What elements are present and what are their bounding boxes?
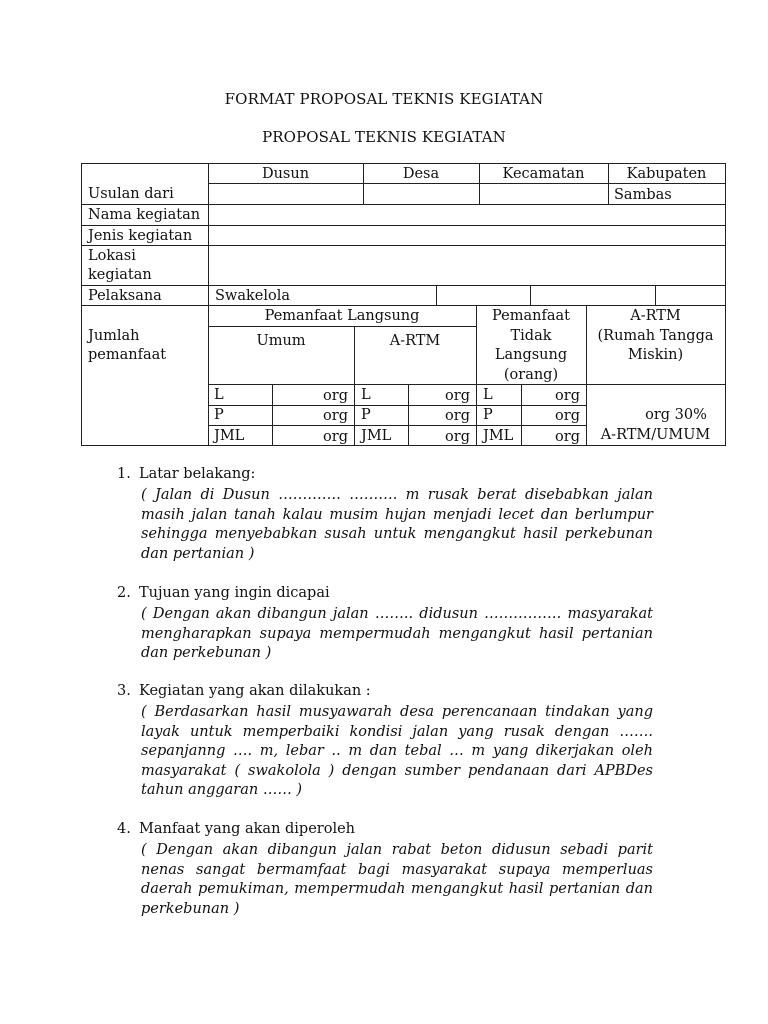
section-manfaat [117,821,657,926]
row-jml-org: org [445,429,470,445]
row-l-org: org [555,388,580,404]
table-line [81,163,82,446]
row-p-org: org [555,408,580,424]
row-jml-label: JML [361,428,392,444]
section-number: 2. [117,585,131,601]
section-number: 1. [117,466,131,482]
label-lokasi: Lokasi [88,248,136,264]
table-line [81,305,725,306]
head-tidak: Tidak [510,328,552,344]
label-jenis-kegiatan: Jenis kegiatan [88,228,193,244]
row-p-label: P [214,407,224,423]
row-jml-org: org [323,429,348,445]
artm-percentage: org 30% [645,407,707,423]
section-kegiatan [117,683,657,808]
format-title: FORMAT PROPOSAL TEKNIS KEGIATAN [224,90,544,108]
table-line [81,285,725,286]
section-number: 4. [117,821,131,837]
table-line [208,384,725,385]
section-number: 3. [117,683,131,699]
label-jumlah: Jumlah [88,328,140,344]
document-title: PROPOSAL TEKNIS KEGIATAN [262,128,506,146]
head-orang: (orang) [503,367,559,383]
section-body: ( Jalan di Dusun …………. ………. m rusak berat disebabkan jalan masih jalan tanah kalau musim hujan menjadi lecet dan berlumpur sehingga menyebabkan susah untuk mengangkut hasil perkebunan dan pertanian ) [141,487,653,562]
table-line [208,183,725,184]
col-kecamatan: Kecamatan [502,166,585,182]
head-rumah-tangga: (Rumah Tangga [597,328,714,344]
head-pemanfaat-tidak-langsung: Pemanfaat [492,308,570,324]
head-artm: A-RTM [389,333,441,349]
row-l-org: org [445,388,470,404]
table-line [81,245,725,246]
label-pelaksana: Pelaksana [88,288,162,304]
table-line [81,204,725,205]
col-kabupaten: Kabupaten [626,166,707,182]
section-body: ( Dengan akan dibangun jalan …….. didusun ……………. masyarakat mengharapkan supaya mempermudah mengangkut hasil pertanian dan perkebunan ) [141,606,653,661]
table-line [208,425,586,426]
head-artm-rtm: A-RTM [630,308,681,324]
artm-ratio-label: A-RTM/UMUM [600,427,711,443]
row-jml-org: org [555,429,580,445]
value-pelaksana: Swakelola [215,288,291,304]
label-pemanfaat: pemanfaat [88,347,167,363]
row-l-label: L [214,387,224,403]
section-body: ( Dengan akan dibangun jalan rabat beton didusun sebadi parit nenas sangat bermamfaat bagi masyarakat supaya memperluas daerah pemukiman, mempermudah mengangkut hasil pertanian dan perkebunan ) [141,842,653,917]
table-line [436,285,437,306]
proposal-form-table [0,0,768,460]
label-lokasi-2: kegiatan [88,267,152,283]
head-miskin: Miskin) [627,347,684,363]
section-heading: Tujuan yang ingin dicapai [139,585,330,601]
row-jml-label: JML [214,428,245,444]
table-line [530,285,531,306]
section-latar-belakang [117,466,657,571]
section-heading: Manfaat yang akan diperoleh [139,821,356,837]
table-line [655,285,656,306]
table-line [81,163,725,164]
table-line [208,326,476,327]
table-line [725,163,726,446]
col-desa: Desa [402,166,440,182]
table-line [208,405,586,406]
section-tujuan [117,585,657,670]
row-l-label: L [361,387,371,403]
value-kabupaten: Sambas [614,187,672,203]
row-p-org: org [323,408,348,424]
head-langsung: Langsung [494,347,568,363]
label-nama-kegiatan: Nama kegiatan [88,207,201,223]
table-line [81,445,725,446]
row-p-label: P [483,407,493,423]
head-pemanfaat-langsung: Pemanfaat Langsung [264,308,420,324]
head-umum: Umum [256,333,306,349]
table-line [208,163,209,446]
row-l-label: L [483,387,493,403]
label-usulan-dari: Usulan dari [88,186,174,202]
row-p-label: P [361,407,371,423]
table-line [81,225,725,226]
row-p-org: org [445,408,470,424]
row-jml-label: JML [483,428,514,444]
section-heading: Kegiatan yang akan dilakukan : [139,683,371,699]
section-body: ( Berdasarkan hasil musyawarah desa perencanaan tindakan yang layak untuk memperbaiki kondisi jalan yang rusak dengan ……. sepanjanng …. m, lebar .. m dan tebal … m yang dikerjakan oleh masyarakat ( swakolola ) dengan sumber pendanaan dari APBDes tahun anggaran …… ) [141,704,653,798]
section-heading: Latar belakang: [139,466,256,482]
col-dusun: Dusun [261,166,310,182]
row-l-org: org [323,388,348,404]
